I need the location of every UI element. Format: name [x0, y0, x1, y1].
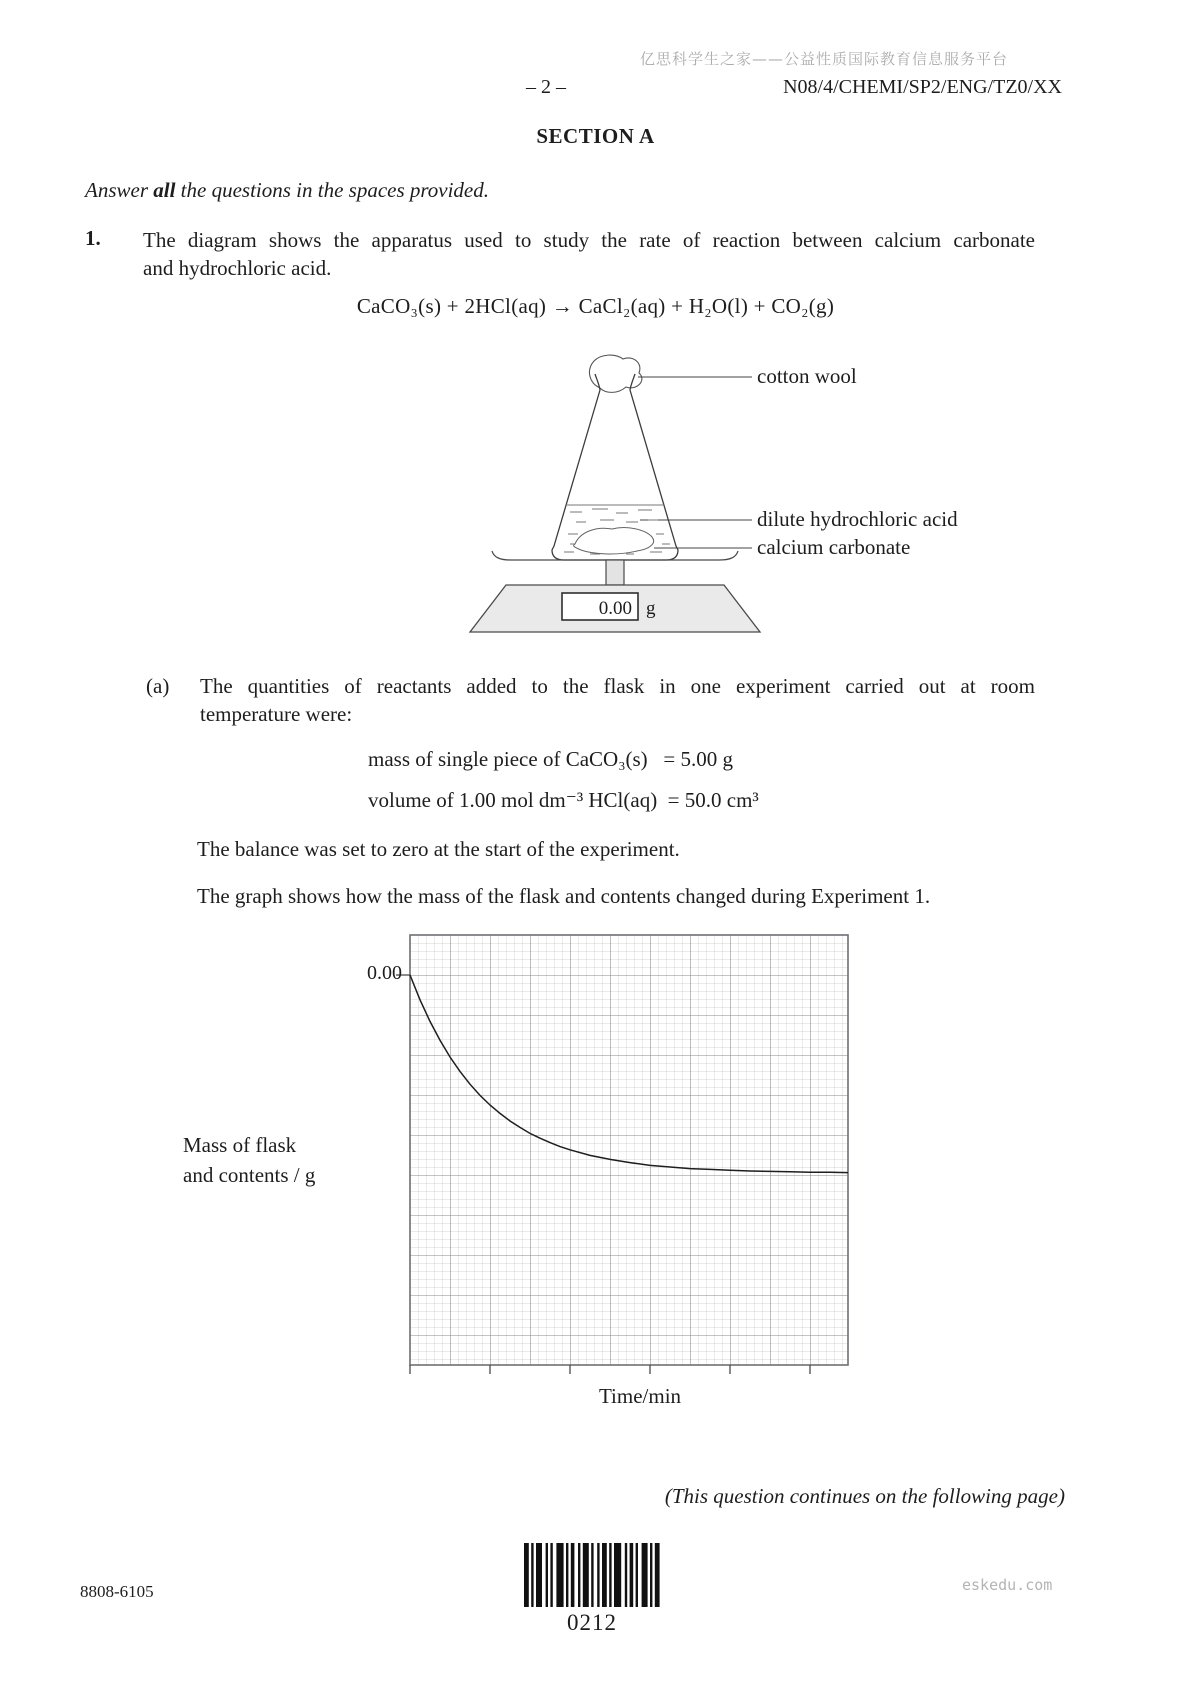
balance-reading: 0.00	[598, 598, 632, 619]
part-a-label: (a)	[146, 674, 170, 698]
cn-watermark-text: 亿思科学生之家——公益性质国际教育信息服务平台	[640, 50, 1009, 68]
site-watermark: eskedu.com	[962, 1576, 1053, 1594]
part-a-line1: The quantities of reactants added to the flask in one experiment carried out at room	[200, 674, 1035, 698]
chemical-equation: CaCO₃(s) + 2HCl(aq) → CaCl₂(aq) + H₂O(l) + CO₂(g)	[356, 294, 835, 318]
instruction-post: the questions in the spaces provided.	[175, 178, 490, 202]
apparatus-diagram	[440, 330, 940, 645]
acid-label: dilute hydrochloric acid	[757, 507, 958, 531]
barcode-number: 0212	[567, 1610, 617, 1635]
cotton-wool-label: cotton wool	[757, 364, 857, 388]
y-axis-label-line1: Mass of flask	[183, 1133, 297, 1157]
balance-note: The balance was set to zero at the start of the experiment.	[197, 837, 680, 861]
page-number: – 2 –	[526, 76, 566, 98]
part-a-line2: temperature were:	[200, 702, 353, 726]
volume-line: volume of 1.00 mol dm⁻³ HCl(aq) = 50.0 cm³	[368, 788, 759, 812]
question1-text	[143, 226, 1035, 282]
question1-line1: The diagram shows the apparatus used to study the rate of reaction between calcium carbonate	[143, 228, 1035, 252]
balance-unit: g	[646, 598, 656, 619]
instruction-pre: Answer	[85, 178, 154, 202]
y-tick-label: 0.00	[367, 962, 402, 984]
carbonate-label: calcium carbonate	[757, 535, 911, 559]
mass-time-graph	[380, 930, 870, 1390]
document-number: 8808-6105	[80, 1582, 154, 1601]
instruction-line	[85, 178, 489, 203]
mass-line: mass of single piece of CaCO₃(s) = 5.00 g	[368, 747, 734, 771]
barcode-icon	[524, 1543, 660, 1607]
label-pointer-lines	[638, 377, 752, 548]
continues-note: (This question continues on the following page)	[664, 1484, 1065, 1508]
question1-number: 1.	[85, 226, 101, 250]
paper-code: N08/4/CHEMI/SP2/ENG/TZ0/XX	[783, 76, 1062, 98]
instruction-bold-word: all	[153, 178, 176, 202]
x-axis-ticks	[410, 1365, 810, 1374]
cotton-wool-icon	[589, 355, 641, 392]
balance-stem	[606, 560, 624, 585]
x-axis-label: Time/min	[598, 1384, 682, 1408]
y-axis-label	[183, 1130, 315, 1190]
graph-intro: The graph shows how the mass of the flask and contents changed during Experiment 1.	[197, 884, 931, 908]
calcium-carbonate-lump	[574, 528, 654, 554]
section-heading: SECTION A	[536, 124, 655, 148]
part-a-text	[200, 672, 1035, 728]
y-axis-label-line2: and contents / g	[183, 1163, 316, 1187]
question1-line2: and hydrochloric acid.	[143, 256, 332, 280]
graph-paper-major	[410, 935, 848, 1365]
